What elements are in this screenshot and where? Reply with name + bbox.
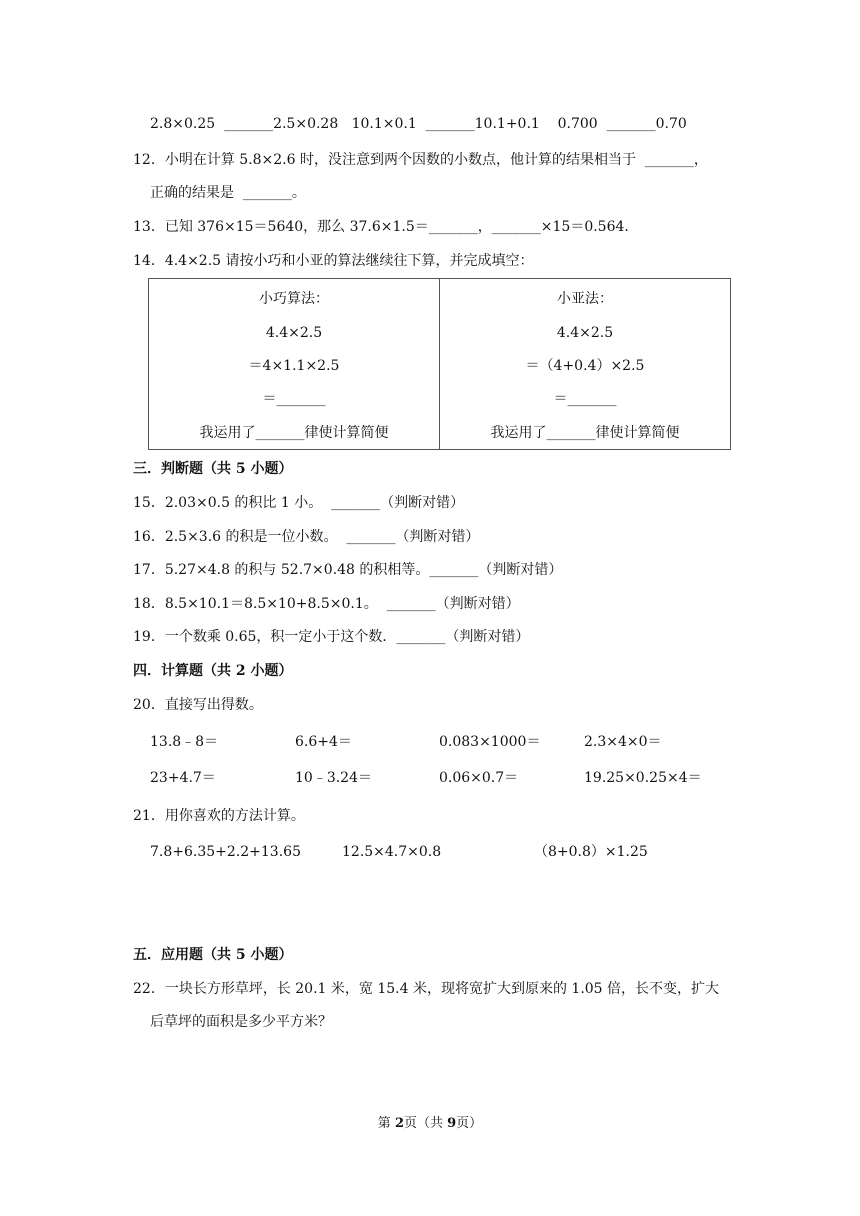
q16: 16．2.5×3.6 的积是一位小数。 _______（判断对错） [133, 529, 480, 545]
q20-row2-item: 19.25×0.25×4＝ [584, 770, 702, 786]
q21-item: 12.5×4.7×0.8 [342, 844, 442, 860]
q20-row1-item: 2.3×4×0＝ [584, 734, 662, 750]
xiaoqiao-cell [149, 279, 439, 449]
page-footer [0, 1112, 860, 1131]
footer-prefix: 第 [377, 1116, 395, 1131]
q18: 18．8.5×10.1＝8.5×10+8.5×0.1。 _______（判断对错） [133, 596, 520, 612]
q20-row2-item: 10﹣3.24＝ [295, 770, 372, 786]
q21: 21．用你喜欢的方法计算。 [133, 808, 305, 824]
q19: 19．一个数乘 0.65，积一定小于这个数．_______（判断对错） [133, 629, 530, 645]
q20: 20．直接写出得数。 [133, 697, 263, 713]
footer-suffix: 页） [456, 1116, 483, 1131]
q20-row1-item: 13.8﹣8＝ [150, 734, 219, 750]
section-3-title: 三．判断题（共 5 小题） [133, 461, 293, 477]
q20-row2-item: 23+4.7＝ [150, 770, 216, 786]
xiaoya-cell [440, 279, 730, 449]
xiaoya-law: 我运用了_______律使计算简便 [490, 425, 680, 441]
q15: 15．2.03×0.5 的积比 1 小。 _______（判断对错） [133, 495, 465, 511]
xiaoya-title: 小亚法： [557, 291, 613, 307]
method-table [148, 278, 731, 450]
q21-item: （8+0.8）×1.25 [534, 844, 648, 860]
q17: 17．5.27×4.8 的积与 52.7×0.48 的积相等。_______（判断对错） [133, 562, 563, 578]
q14: 14．4.4×2.5 请按小巧和小亚的算法继续往下算，并完成填空： [133, 253, 534, 269]
xiaoqiao-expr: 4.4×2.5 [265, 325, 323, 341]
q21-item: 7.8+6.35+2.2+13.65 [150, 844, 301, 860]
q20-row2-item: 0.06×0.7＝ [439, 770, 519, 786]
footer-page-number: 2 [394, 1116, 404, 1131]
section-5-title: 五．应用题（共 5 小题） [133, 947, 293, 963]
section-4-title: 四．计算题（共 2 小题） [133, 663, 293, 679]
xiaoqiao-step1: ＝4×1.1×2.5 [248, 358, 340, 374]
q11-comparisons: 2.8×0.25 _______2.5×0.28 10.1×0.1 _______10.1+0.1 0.700 _______0.70 [150, 116, 687, 132]
xiaoqiao-step2: ＝_______ [262, 391, 326, 407]
xiaoya-step2: ＝_______ [553, 391, 617, 407]
xiaoqiao-law: 我运用了_______律使计算简便 [199, 425, 389, 441]
q12-line1: 12．小明在计算 5.8×2.6 时，没注意到两个因数的小数点，他计算的结果相当于 _______， [133, 152, 708, 168]
q13: 13．已知 376×15＝5640，那么 37.6×1.5＝_______，_______×15＝0.564． [133, 219, 639, 235]
xiaoya-step1: ＝（4+0.4）×2.5 [525, 358, 645, 374]
footer-total-pages: 9 [447, 1116, 457, 1131]
xiaoya-expr: 4.4×2.5 [556, 325, 614, 341]
xiaoqiao-title: 小巧算法： [259, 291, 329, 307]
footer-mid: 页（共 [403, 1116, 448, 1131]
q22-line1: 22．一块长方形草坪，长 20.1 米，宽 15.4 米，现将宽扩大到原来的 1.05 倍，长不变，扩大 [133, 981, 720, 997]
q20-row1-item: 6.6+4＝ [295, 734, 352, 750]
q22-line2: 后草坪的面积是多少平方米？ [150, 1014, 332, 1030]
q12-line2: 正确的结果是 _______。 [150, 185, 306, 201]
q20-row1-item: 0.083×1000＝ [439, 734, 541, 750]
